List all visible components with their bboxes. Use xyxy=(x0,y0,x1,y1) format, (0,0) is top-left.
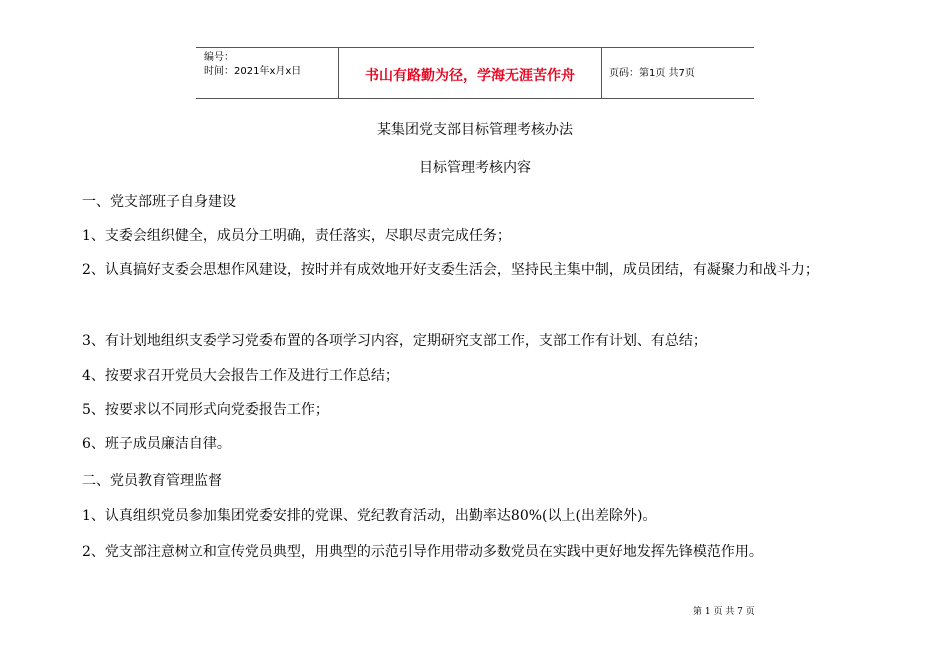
paragraph: 2、党支部注意树立和宣传党员典型，用典型的示范引导作用带动多数党员在实践中更好地发挥先锋模范作用。 xyxy=(82,544,763,560)
time-label: 时间：2021年x月x日 xyxy=(204,66,302,77)
page-footer: 第 1 页 共 7 页 xyxy=(693,607,755,617)
paragraph: 5、按要求以不同形式向党委报告工作； xyxy=(82,402,329,418)
header-info-cell xyxy=(196,48,338,98)
number-label: 编号： xyxy=(204,52,234,63)
header-table xyxy=(196,47,754,99)
document-subtitle: 目标管理考核内容 xyxy=(419,160,531,176)
document-title: 某集团党支部目标管理考核办法 xyxy=(377,122,573,138)
paragraph: 2、认真搞好支委会思想作风建设，按时并有成效地开好支委生活会，坚持民主集中制，成员团结，有凝聚力和战斗力； xyxy=(82,262,819,278)
header-page-cell xyxy=(601,48,754,98)
motto: 书山有路勤为径，学海无涯苦作舟 xyxy=(365,68,575,84)
paragraph: 6、班子成员廉洁自律。 xyxy=(82,436,231,452)
section-heading: 二、党员教育管理监督 xyxy=(82,473,222,489)
page-code: 页码：第1页 共7页 xyxy=(609,68,695,79)
paragraph: 1、支委会组织健全，成员分工明确，责任落实，尽职尽责完成任务； xyxy=(82,228,511,244)
paragraph: 3、有计划地组织支委学习党委布置的各项学习内容，定期研究支部工作，支部工作有计划、有总结； xyxy=(82,333,707,349)
paragraph: 4、按要求召开党员大会报告工作及进行工作总结； xyxy=(82,368,399,384)
header-motto-cell xyxy=(338,48,602,98)
section-heading: 一、党支部班子自身建设 xyxy=(82,194,236,210)
paragraph: 1、认真组织党员参加集团党委安排的党课、党纪教育活动，出勤率达80%(以上(出差除外)。 xyxy=(82,508,657,524)
